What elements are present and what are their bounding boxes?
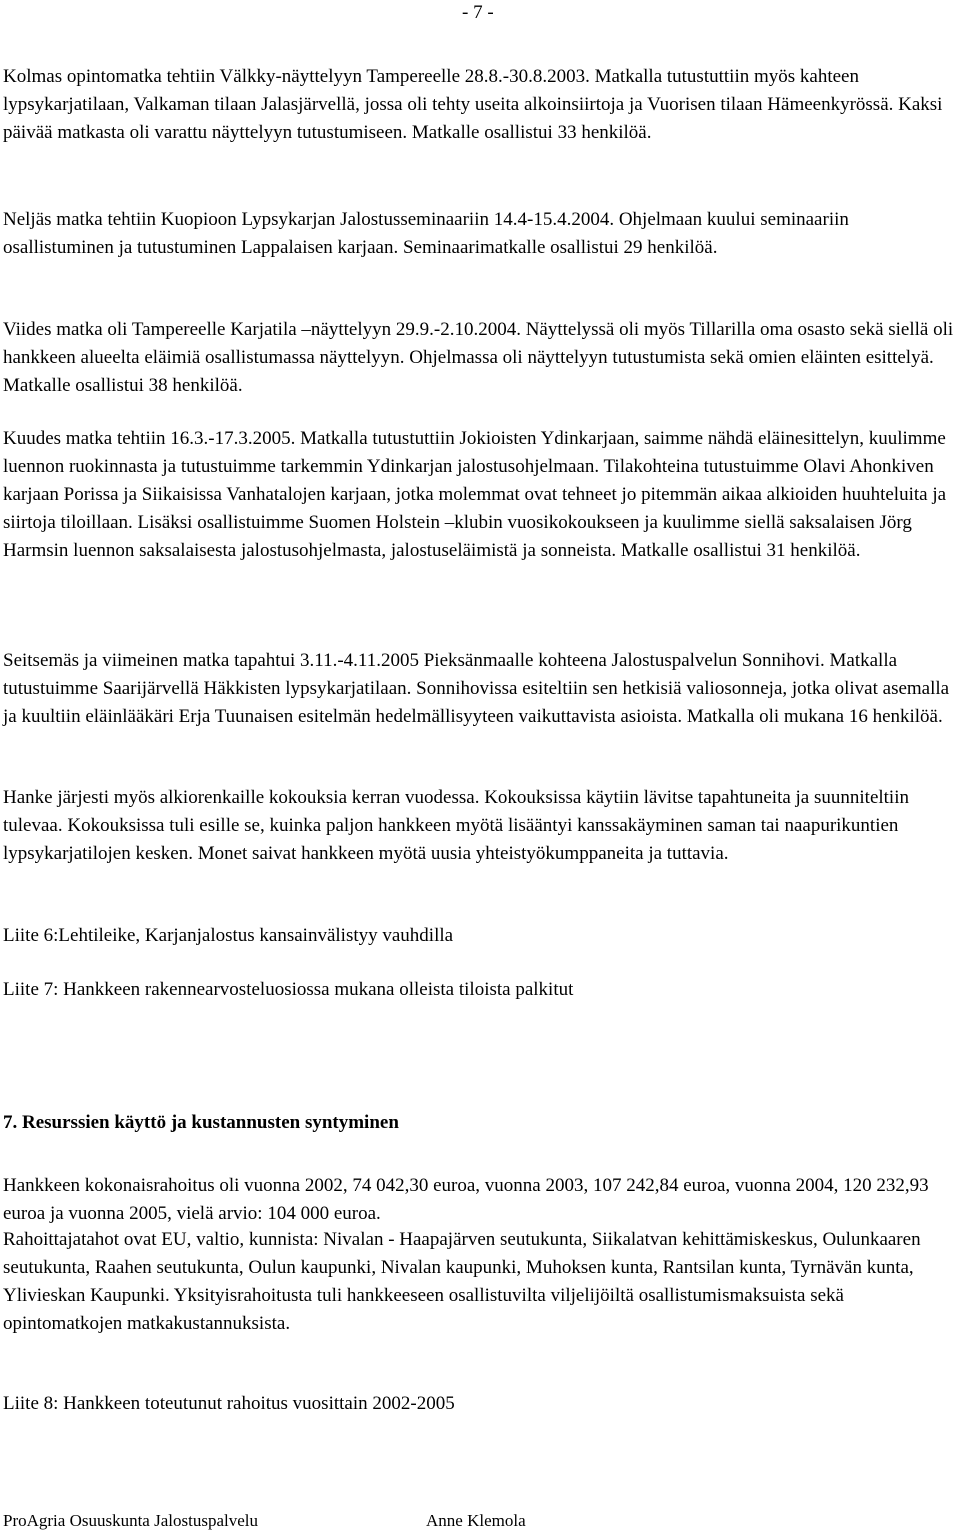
paragraph-fifth-trip: Viides matka oli Tampereelle Karjatila –näyttelyyn 29.9.-2.10.2004. Näyttelyssä oli myös Tillarilla oma osasto sekä siellä oli hankkeen alueelta eläimiä osallistumassa näyttelyyn. Ohjelmassa oli näyttelyyn tutustumista sekä omien eläinten esittelyä. Matkalle osallistui 38 henkilöä. [3, 319, 954, 396]
paragraph-fourth-trip: Neljäs matka tehtiin Kuopioon Lypsykarjan Jalostusseminaariin 14.4-15.4.2004. Ohjelmaan kuului seminaariin osallistuminen ja tutustuminen Lappalaisen karjaan. Seminaarimatkalle osallistui 29 henkilöä. [3, 209, 849, 258]
footer-author: Anne Klemola [426, 1511, 526, 1530]
appendix-8-reference: Liite 8: Hankkeen toteutunut rahoitus vuosittain 2002-2005 [3, 1393, 455, 1414]
appendix-6-reference: Liite 6:Lehtileike, Karjanjalostus kansainvälistyy vauhdilla [3, 925, 454, 946]
appendix-7-reference: Liite 7: Hankkeen rakennearvosteluosiossa mukana olleista tiloista palkitut [3, 979, 574, 1000]
paragraph-third-trip: Kolmas opintomatka tehtiin Välkky-näyttelyyn Tampereelle 28.8.-30.8.2003. Matkalla tutustuttiin myös kahteen lypsykarjatilaan, Valkaman tilaan Jalasjärvellä, jossa oli tehty useita alkoinsiirtoja ja Vuorisen tilaan Hämeenkyrössä. Kaksi päivää matkasta oli varattu näyttelyyn tutustumiseen. Matkalle osallistui 33 henkilöä. [3, 66, 943, 143]
page-number: - 7 - [462, 2, 494, 23]
footer-organization: ProAgria Osuuskunta Jalostuspalvelu [3, 1511, 258, 1530]
section-heading: 7. Resurssien käyttö ja kustannusten syntyminen [3, 1112, 399, 1133]
paragraph-total-funding: Hankkeen kokonaisrahoitus oli vuonna 2002, 74 042,30 euroa, vuonna 2003, 107 242,84 euroa, vuonna 2004, 120 232,93 euroa ja vuonna 2005, vielä arvio: 104 000 euroa. [3, 1175, 929, 1224]
paragraph-sixth-trip: Kuudes matka tehtiin 16.3.-17.3.2005. Matkalla tutustuttiin Jokioisten Ydinkarjaan, saimme nähdä eläinesittelyn, kuulimme luennon ruokinnasta ja tutustuimme tarkemmin Ydinkarjan jalostusohjelmaan. Tilakohteina tutustuimme Olavi Ahonkiven karjaan Porissa ja Siikaisissa Vanhatalojen karjaan, jotka molemmat ovat tehneet jo pitemmän aikaa alkioiden huuhteluita ja siirtoja tiloillaan. Lisäksi osallistuimme Suomen Holstein –klubin vuosikokoukseen ja kuulimme siellä saksalaisen Jörg Harmsin luennon saksalaisesta jalostusohjelmasta, jalostuseläimistä ja sonneista. Matkalle osallistui 31 henkilöä. [3, 428, 947, 561]
paragraph-meetings: Hanke järjesti myös alkiorenkaille kokouksia kerran vuodessa. Kokouksissa käytiin lävitse tapahtuneita ja suunniteltiin tulevaa. Kokouksissa tuli esille se, kuinka paljon hankkeen myötä lisääntyi kanssakäyminen saman tai naapurikuntien lypsykarjatilojen kesken. Monet saivat hankkeen myötä uusia yhteistyökumppaneita ja tuttavia. [3, 787, 909, 864]
paragraph-funders: Rahoittajatahot ovat EU, valtio, kunnista: Nivalan - Haapajärven seutukunta, Siikalatvan kehittämiskeskus, Oulunkaaren seutukunta, Raahen seutukunta, Oulun kaupunki, Nivalan kaupunki, Muhoksen kunta, Rantsilan kunta, Tyrnävän kunta, Ylivieskan Kaupunki. Yksityisrahoitusta tuli hankkeeseen osallistuvilta viljelijöiltä osallistumismaksuista sekä opintomatkojen matkakustannuksista. [3, 1229, 921, 1334]
paragraph-seventh-trip: Seitsemäs ja viimeinen matka tapahtui 3.11.-4.11.2005 Pieksänmaalle kohteena Jalostuspalvelun Sonnihovi. Matkalla tutustuimme Saarijärvellä Häkkisten lypsykarjatilaan. Sonnihovissa esiteltiin sen hetkisiä valiosonneja, jotka olivat asemalla ja kuultiin eläinlääkäri Erja Tuunaisen esitelmän hedelmällisyyteen vaikuttavista asioista. Matkalla oli mukana 16 henkilöä. [3, 650, 950, 727]
